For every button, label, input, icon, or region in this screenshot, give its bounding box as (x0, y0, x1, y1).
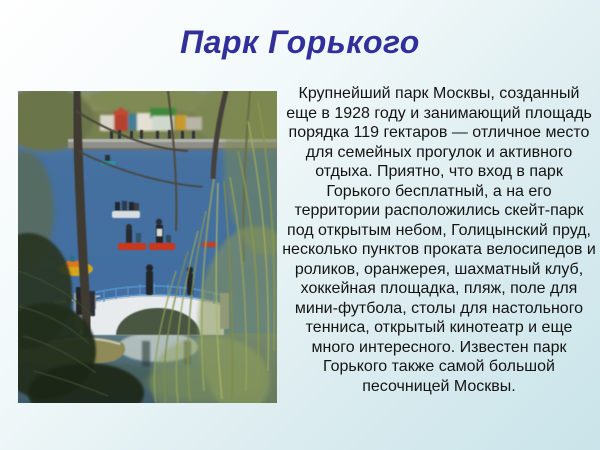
park-photo (18, 91, 277, 403)
park-photo-illustration (18, 91, 277, 403)
slide-body-text: Крупнейший парк Москвы, созданный еще в 1928 году и занимающий площадь порядка 119 гектаров — отличное место для семейных прогулок и активного отдыха. Приятно, что вход в парк Горького бесплатный, а на его территории расположились скейт-парк под открытым небом, Голицынский пруд, несколько пунктов проката велосипедов и роликов, оранжерея, шахматный клуб, хоккейная площадка, пляж, поле для мини-футбола, столы для настольного тенниса, открытый кинотеатр и еще много интересного. Известен парк Горького также самой большой песочницей Москвы. (282, 85, 596, 395)
slide-title: Парк Горького (180, 24, 420, 60)
